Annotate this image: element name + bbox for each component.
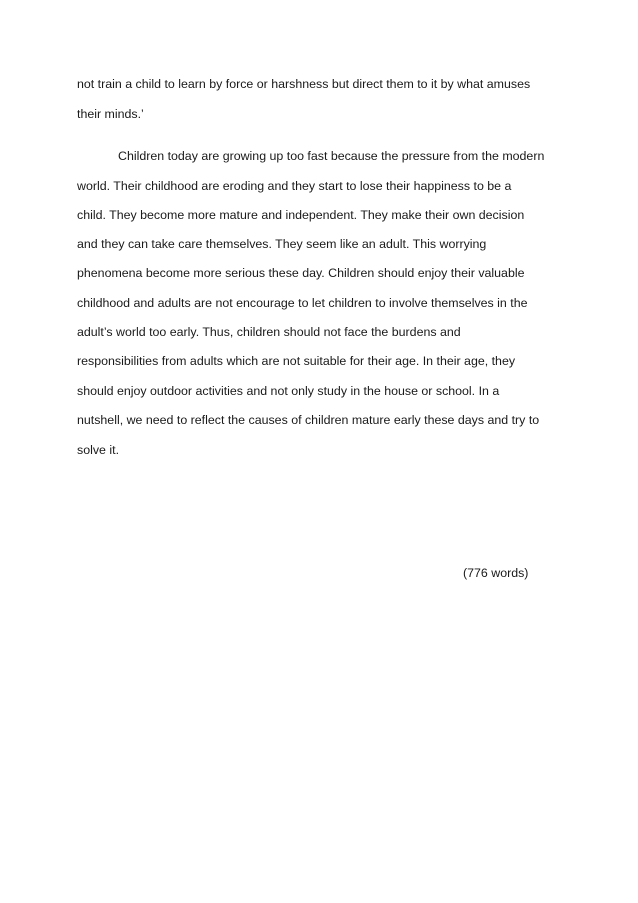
text-line: world. Their childhood are eroding and they start to lose their happiness to be a — [77, 179, 512, 193]
text-line: phenomena become more serious these day. Children should enjoy their valuable — [77, 266, 525, 280]
text-line: nutshell, we need to reflect the causes of children mature early these days and try to — [77, 413, 540, 427]
text-line: and they can take care themselves. They seem like an adult. This worrying — [77, 237, 487, 251]
text-line: child. They become more mature and independent. They make their own decision — [77, 208, 525, 222]
text-line: adult’s world too early. Thus, children should not face the burdens and — [77, 325, 461, 339]
text-line: their minds.’ — [77, 107, 144, 121]
word-count: (776 words) — [463, 566, 529, 580]
text-line: not train a child to learn by force or harshness but direct them to it by what amuses — [77, 77, 531, 91]
text-line: solve it. — [77, 443, 120, 457]
paragraph-first-line: Children today are growing up too fast because the pressure from the modern — [118, 149, 545, 163]
text-line: responsibilities from adults which are not suitable for their age. In their age, they — [77, 354, 516, 368]
text-line: should enjoy outdoor activities and not only study in the house or school. In a — [77, 384, 500, 398]
text-line: childhood and adults are not encourage to let children to involve themselves in the — [77, 296, 528, 310]
